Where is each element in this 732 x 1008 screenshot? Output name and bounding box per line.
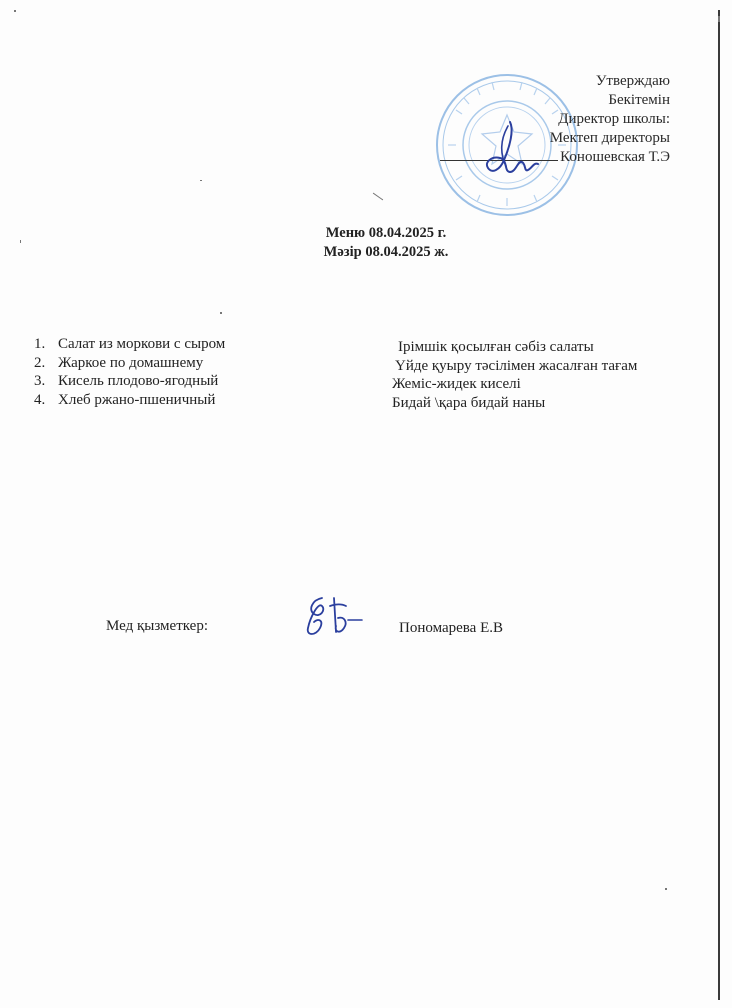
list-item bbox=[34, 391, 225, 410]
scan-edge bbox=[718, 10, 720, 1000]
director-title-kk: Мектеп директоры bbox=[549, 130, 670, 146]
list-item bbox=[34, 372, 225, 391]
menu-title bbox=[0, 224, 732, 262]
item-number: 4. bbox=[34, 391, 46, 408]
scan-speck bbox=[14, 10, 16, 12]
item-name-kk: Үйде қуыру тәсілімен жасалған тағам bbox=[395, 357, 638, 374]
scan-speck bbox=[718, 16, 720, 22]
list-item bbox=[34, 335, 225, 354]
list-item bbox=[34, 354, 225, 373]
scan-speck bbox=[373, 193, 383, 201]
item-name-kk: Ірімшік қосылған сәбіз салаты bbox=[398, 339, 594, 355]
medical-staff-name: Пономарева Е.В bbox=[399, 620, 503, 636]
menu-list-kk bbox=[392, 338, 637, 412]
director-signature bbox=[470, 120, 550, 180]
item-name-ru: Хлеб ржано-пшеничный bbox=[58, 391, 216, 408]
item-name-ru: Кисель плодово-ягодный bbox=[58, 373, 219, 389]
approval-line-kk: Бекітемін bbox=[608, 92, 670, 108]
director-name: Коношевская Т.Э bbox=[560, 149, 670, 165]
item-number: 2. bbox=[34, 354, 46, 371]
scan-speck bbox=[220, 312, 222, 314]
scan-speck bbox=[200, 180, 202, 181]
menu-title-kk: Мәзір 08.04.2025 ж. bbox=[323, 244, 449, 260]
item-number: 3. bbox=[34, 373, 46, 389]
item-number: 1. bbox=[34, 336, 46, 352]
item-name-kk: Жеміс-жидек киселі bbox=[392, 376, 521, 392]
medical-staff-signature bbox=[300, 592, 370, 642]
medical-staff-label: Мед қызметкер: bbox=[106, 618, 209, 634]
director-title-ru: Директор школы: bbox=[558, 111, 670, 127]
item-name-ru: Салат из моркови с сыром bbox=[58, 336, 226, 352]
scan-speck bbox=[20, 240, 21, 243]
item-name-ru: Жаркое по домашнему bbox=[58, 354, 204, 371]
menu-title-ru: Меню 08.04.2025 г. bbox=[325, 225, 447, 241]
item-name-kk: Бидай \қара бидай наны bbox=[392, 394, 546, 411]
scan-speck bbox=[665, 888, 667, 890]
menu-list-ru bbox=[34, 335, 225, 409]
approval-line-ru: Утверждаю bbox=[595, 73, 670, 89]
